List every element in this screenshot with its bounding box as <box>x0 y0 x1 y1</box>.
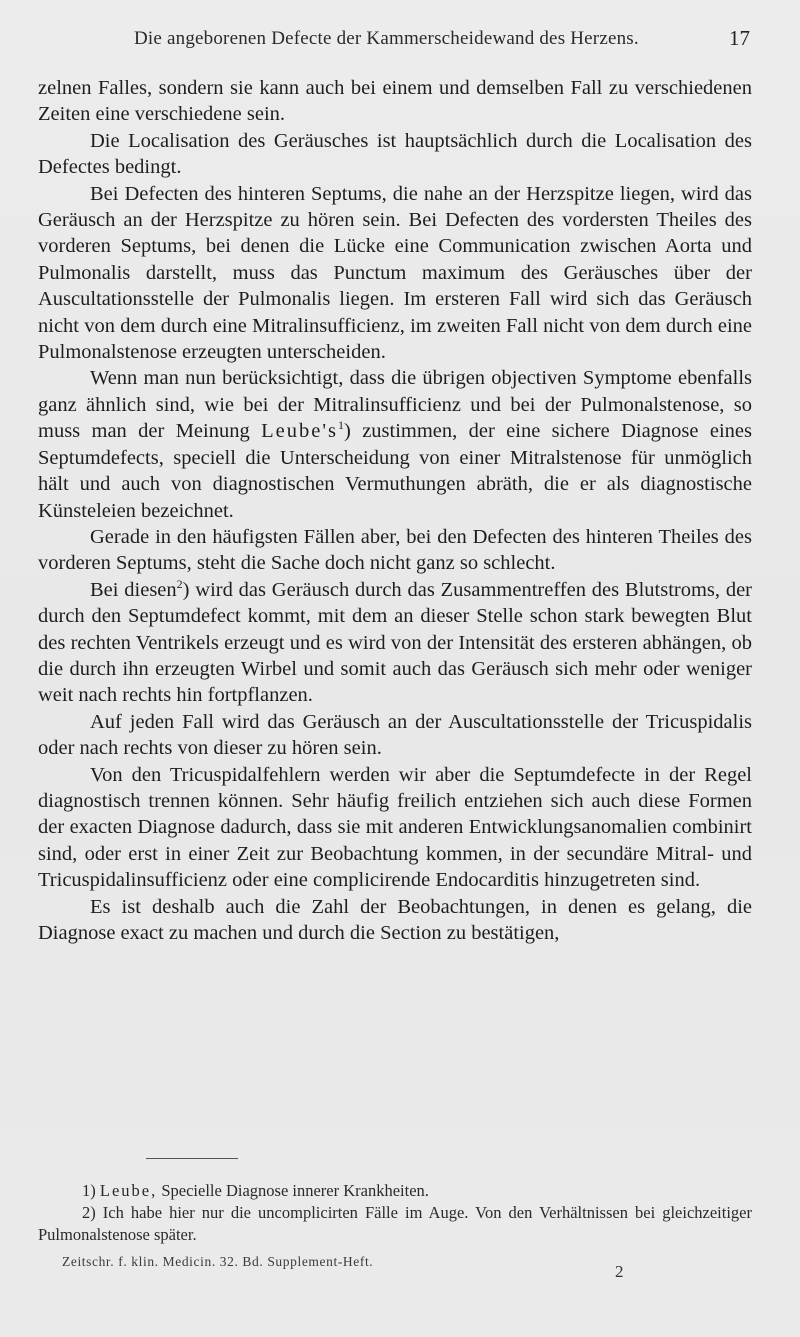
page-header <box>38 28 754 56</box>
paragraph-6 <box>38 577 752 709</box>
paragraph-1: zelnen Falles, sondern sie kann auch bei einem und demselben Fall zu verschiedenen Zeiten eine verschiedene sein. <box>38 77 752 126</box>
paragraph-6-text-b: ) wird das Geräusch durch das Zusammentreffen des Blutstroms, der durch den Septumdefect kommt, mit dem an dieser Stelle schon stark bewegten Blut des rechten Ventrikels erzeugt und es wird von der Intensität des ersteren abhängen, ob die durch ihn erzeugten Wirbel und somit auch das Geräusch sich mehr oder weniger weit nach rechts hin fortpflanzen. <box>38 578 752 707</box>
paragraph-2: Die Localisation des Geräusches ist hauptsächlich durch die Localisation des Defectes bedingt. <box>38 129 752 179</box>
paragraph-4-text-b: ) zustimmen, der eine sichere Diagnose eines Septumdefects, speciell die Unterscheidung von einer Mitralstenose für unmöglich hält und auch von diagnostischen Vermuthungen abräth, die er als diagnostische Künsteleien bezeichnet. <box>38 420 752 522</box>
footnote-1-author: Leube, <box>99 1181 158 1200</box>
running-title: Die angeborenen Defecte der Kammerscheidewand des Herzens. <box>134 28 639 49</box>
footnote-ref-2: 2 <box>176 576 183 591</box>
footnote-2-text: Ich habe hier nur die uncomplicirten Fälle im Auge. Von den Verhältnissen bei gleichzeitiger Pulmonalstenose später. <box>38 1203 753 1244</box>
footnote-1 <box>38 1180 752 1202</box>
journal-signature: Zeitschr. f. klin. Medicin. 32. Bd. Supplement-Heft. <box>62 1254 374 1269</box>
footnote-1-marker: 1) <box>82 1181 96 1200</box>
footnote-separator <box>146 1158 238 1159</box>
footnotes <box>38 1180 752 1246</box>
paragraph-9: Es ist deshalb auch die Zahl der Beobachtungen, in denen es gelang, die Diagnose exact zu machen und durch die Section zu bestätigen, <box>38 895 752 944</box>
paragraph-4 <box>38 365 752 523</box>
sheet-number: 2 <box>615 1262 624 1281</box>
paragraph-6-text-a: Bei diesen <box>90 578 177 601</box>
footnote-ref-1: 1 <box>338 418 344 433</box>
main-text <box>38 75 752 946</box>
author-name-leube: Leube's <box>261 420 338 443</box>
footnote-2-marker: 2) <box>82 1203 96 1222</box>
paragraph-8: Von den Tricuspidalfehlern werden wir aber die Septumdefecte in der Regel diagnostisch trennen können. Sehr häufig freilich entziehen sich auch diese Formen der exacten Diagnose dadurch, dass sie mit anderen Entwicklungsanomalien combinirt sind, oder erst in einer Zeit zur Beobachtung kommen, in der secundäre Mitral- und Tricuspidalinsufficienz oder eine complicirende Endocarditis hinzugetreten sind. <box>38 763 752 892</box>
paragraph-7: Auf jeden Fall wird das Geräusch an der Auscultationsstelle der Tricuspidalis oder nach rechts von dieser zu hören sein. <box>38 710 752 760</box>
page-number: 17 <box>729 26 750 50</box>
paragraph-5: Gerade in den häufigsten Fällen aber, bei den Defecten des hinteren Theiles des vorderen Septums, steht die Sache doch nicht ganz so schlecht. <box>38 525 752 575</box>
paragraph-3: Bei Defecten des hinteren Septums, die nahe an der Herzspitze liegen, wird das Geräusch an der Herzspitze zu hören sein. Bei Defecten des vordersten Theiles des vorderen Septums, bei denen die Lücke eine Communication zwischen Aorta und Pulmonalis darstellt, muss das Punctum maximum des Geräusches über der Auscultationsstelle der Pulmonalis liegen. Im ersteren Fall wird sich das Geräusch nicht von dem durch eine Mitralinsufficienz, im zweiten Fall nicht von dem durch eine Pulmonalstenose erzeugten unterscheiden. <box>38 182 752 364</box>
footnote-1-text: Specielle Diagnose innerer Krankheiten. <box>161 1181 429 1200</box>
paragraph-4-text-a: Wenn man nun berücksichtigt, dass die übrigen objectiven Symptome ebenfalls ganz ähnlich sind, wie bei der Mitralinsufficienz und bei der Pulmonalstenose, so muss man der Meinung <box>38 367 752 443</box>
footnote-2 <box>38 1202 752 1246</box>
